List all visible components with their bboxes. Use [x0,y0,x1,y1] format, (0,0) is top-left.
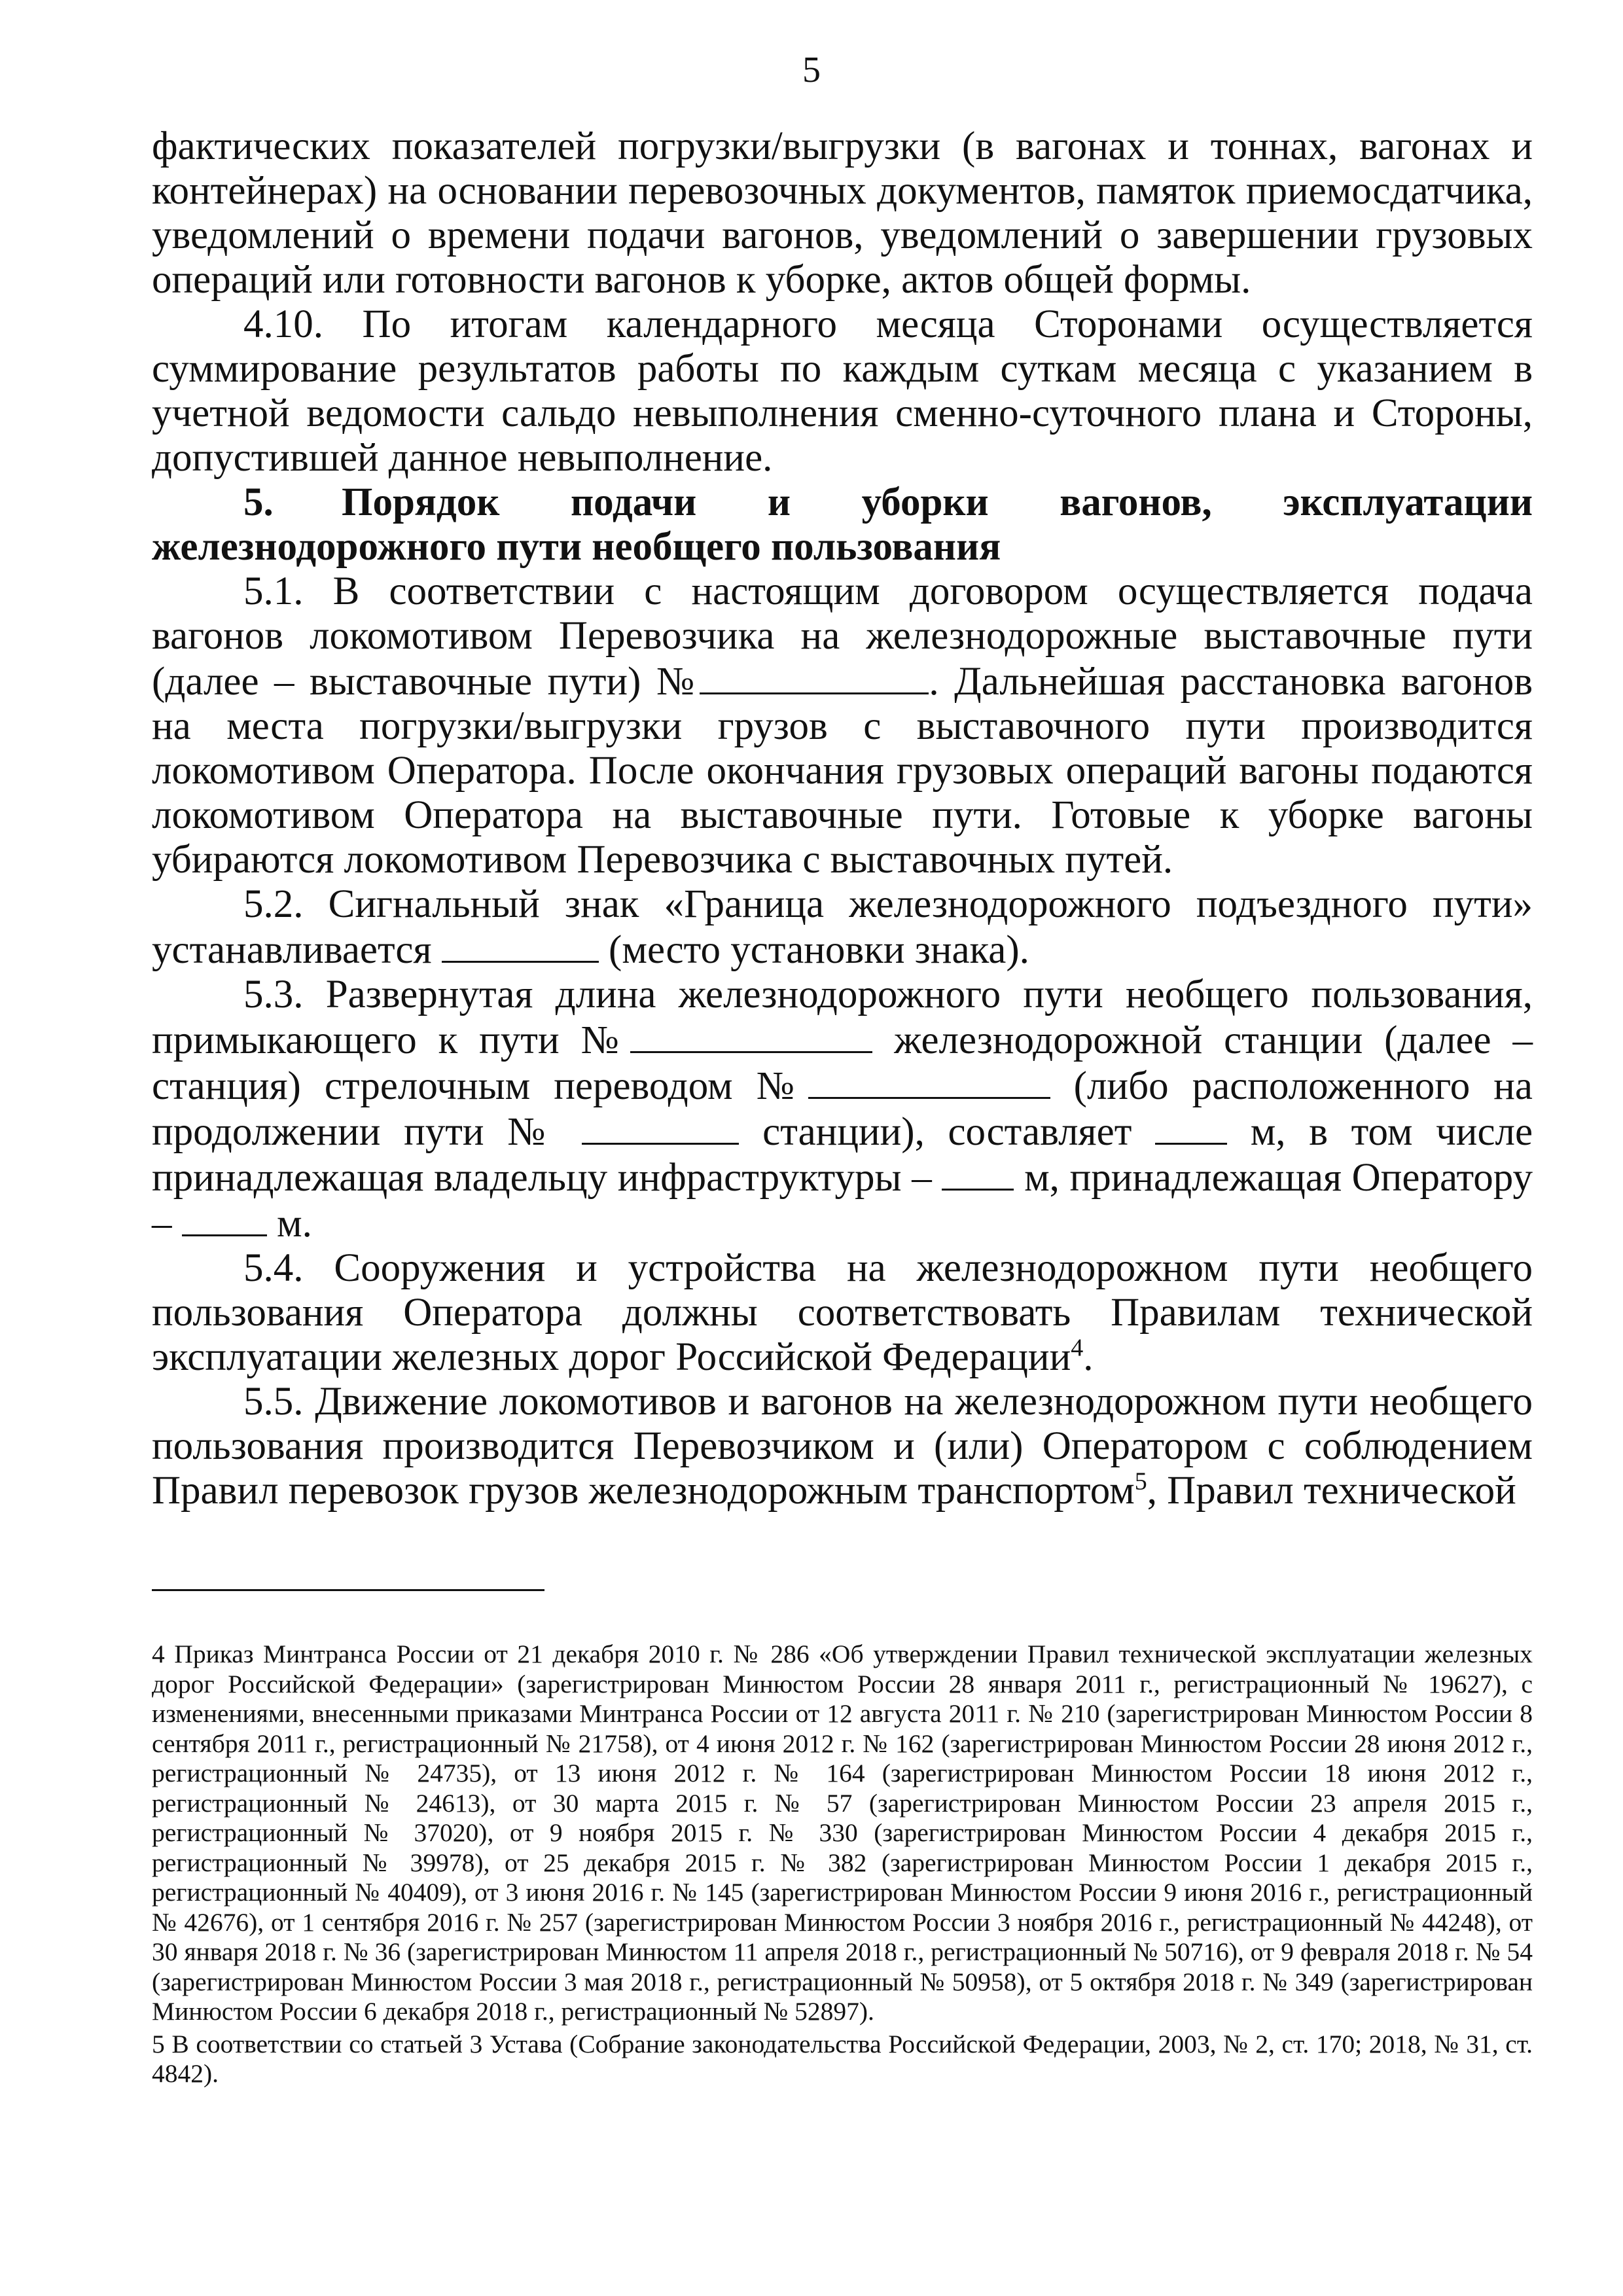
clause-5-5-text: 5.5. Движение локомотивов и вагонов на железнодорожном пути необщего пользования производится Перевозчиком и (или) Оператором с соблюдением Правил перевозок грузов железнодорожным транспортом [152,1380,1533,1513]
clause-5-2-text-b: (место установки знака). [609,928,1029,972]
clause-5-1-text-b: . Дальнейшая расстановка вагонов на места погрузки/выгрузки грузов с выставочного пути производится локомотивом Оператора. После окончания грузовых операций вагоны подаются локомотивом Оператора на выставочные пути. Готовые к уборке вагоны убираются локомотивом Перевозчика с выставочных путей. [152,660,1533,882]
clause-5-1-text-a: 5.1. В соответствии с настоящим договором осуществляется подача вагонов локомотивом Перевозчика на железнодорожные выставочные пути (далее – выставочные пути) № [152,569,1533,704]
clause-5-1 [152,569,1533,882]
clause-5-3-text-c: (либо расположенного на продолжении пути № [152,1064,1533,1154]
clause-5-3-text-e: м, в том числе принадлежащая владельцу инфраструктуры – [152,1110,1533,1200]
operator-length-blank[interactable] [182,1200,267,1236]
infrastructure-length-blank[interactable] [942,1155,1014,1191]
continuation-track-number-blank[interactable] [582,1109,739,1145]
clause-5-3 [152,973,1533,1246]
clause-5-2-text-a: 5.2. Сигнальный знак «Граница железнодорожного подъездного пути» устанавливается [152,882,1533,972]
clause-5-3-text-b: железнодорожной станции (далее – станция) стрелочным переводом № [152,1018,1533,1108]
clause-5-4-text: 5.4. Сооружения и устройства на железнодорожном пути необщего пользования Оператора должны соответствовать Правилам технической эксплуатации железных дорог Российской Федерации [152,1246,1533,1379]
footnote-separator [152,1589,544,1591]
clause-5-3-text-d: станции), составляет [762,1110,1132,1154]
footnote-ref-5[interactable]: 5 [1134,1467,1147,1496]
footnote-4: 4 Приказ Минтранса России от 21 декабря 2010 г. № 286 «Об утверждении Правил технической эксплуатации железных дорог Российской Федерации» (зарегистрирован Минюстом России 28 января 2011 г., регистрационный № 19627), с изменениями, внесенными приказами Минтранса России от 12 августа 2011 г. № 210 (зарегистрирован Минюстом России 8 сентября 2011 г., регистрационный № 21758), от 4 июня 2012 г. № 162 (зарегистрирован Минюстом России 28 июня 2012 г., регистрационный № 24735), от 13 июня 2012 г. № 164 (зарегистрирован Минюстом России 18 июня 2012 г., регистрационный № 24613), от 30 марта 2015 г. № 57 (зарегистрирован Минюстом России 23 апреля 2015 г., регистрационный № 37020), от 9 ноября 2015 г. № 330 (зарегистрирован Минюстом России 4 декабря 2015 г., регистрационный № 39978), от 25 декабря 2015 г. № 382 (зарегистрирован Минюстом России 1 декабря 2015 г., регистрационный № 40409), от 3 июня 2016 г. № 145 (зарегистрирован Минюстом России 9 июня 2016 г., регистрационный № 42676), от 1 сентября 2016 г. № 257 (зарегистрирован Минюстом России 3 ноября 2016 г., регистрационный № 44248), от 30 января 2018 г. № 36 (зарегистрирован Минюстом 11 апреля 2018 г., регистрационный № 50716), от 9 февраля 2018 г. № 54 (зарегистрирован Минюстом России 3 мая 2018 г., регистрационный № 50958), от 5 октября 2018 г. № 349 (зарегистрирован Минюстом России 6 декабря 2018 г., регистрационный № 52897). [152,1640,1533,2026]
paragraph-continuation: фактических показателей погрузки/выгрузки (в вагонах и тоннах, вагонах и контейнерах) на основании перевозочных документов, памяток приемосдатчика, уведомлений о времени подачи вагонов, уведомлений о завершении грузовых операций или готовности вагонов к уборке, актов общей формы. [152,124,1533,302]
clause-5-4-end: . [1083,1335,1094,1379]
footnotes [152,1640,1533,2092]
clause-5-5-end: , Правил технической [1147,1469,1516,1513]
footnote-ref-4[interactable]: 4 [1071,1334,1084,1362]
total-length-blank[interactable] [1155,1109,1227,1145]
adjacent-track-number-blank[interactable] [630,1017,872,1053]
clause-5-3-text-f: м, принадлежащая Оператору – [152,1156,1533,1246]
clause-5-3-text-a: 5.3. Развернутая длина железнодорожного пути необщего пользования, примыкающего к пути № [152,973,1533,1062]
section-number: 5. [243,480,274,524]
sign-location-blank[interactable] [442,927,599,963]
clause-5-5 [152,1380,1533,1513]
clause-5-2 [152,882,1533,973]
section-heading [152,480,1533,569]
switch-number-blank[interactable] [808,1063,1050,1099]
body-text [152,124,1533,1513]
page-number: 5 [802,50,821,90]
footnote-5: 5 В соответствии со статьей 3 Устава (Собрание законодательства Российской Федерации, 2003, № 2, ст. 170; 2018, № 31, ст. 4842). [152,2029,1533,2088]
clause-4-10: 4.10. По итогам календарного месяца Сторонами осуществляется суммирование результатов работы по каждым суткам месяца с указанием в учетной ведомости сальдо невыполнения сменно-суточного плана и Стороны, допустившей данное невыполнение. [152,302,1533,480]
clause-5-4 [152,1246,1533,1380]
section-title: Порядок подачи и уборки вагонов, эксплуатации железнодорожного пути необщего пользования [152,480,1533,569]
track-number-blank[interactable] [700,658,929,694]
clause-5-3-text-g: м. [277,1202,312,1246]
